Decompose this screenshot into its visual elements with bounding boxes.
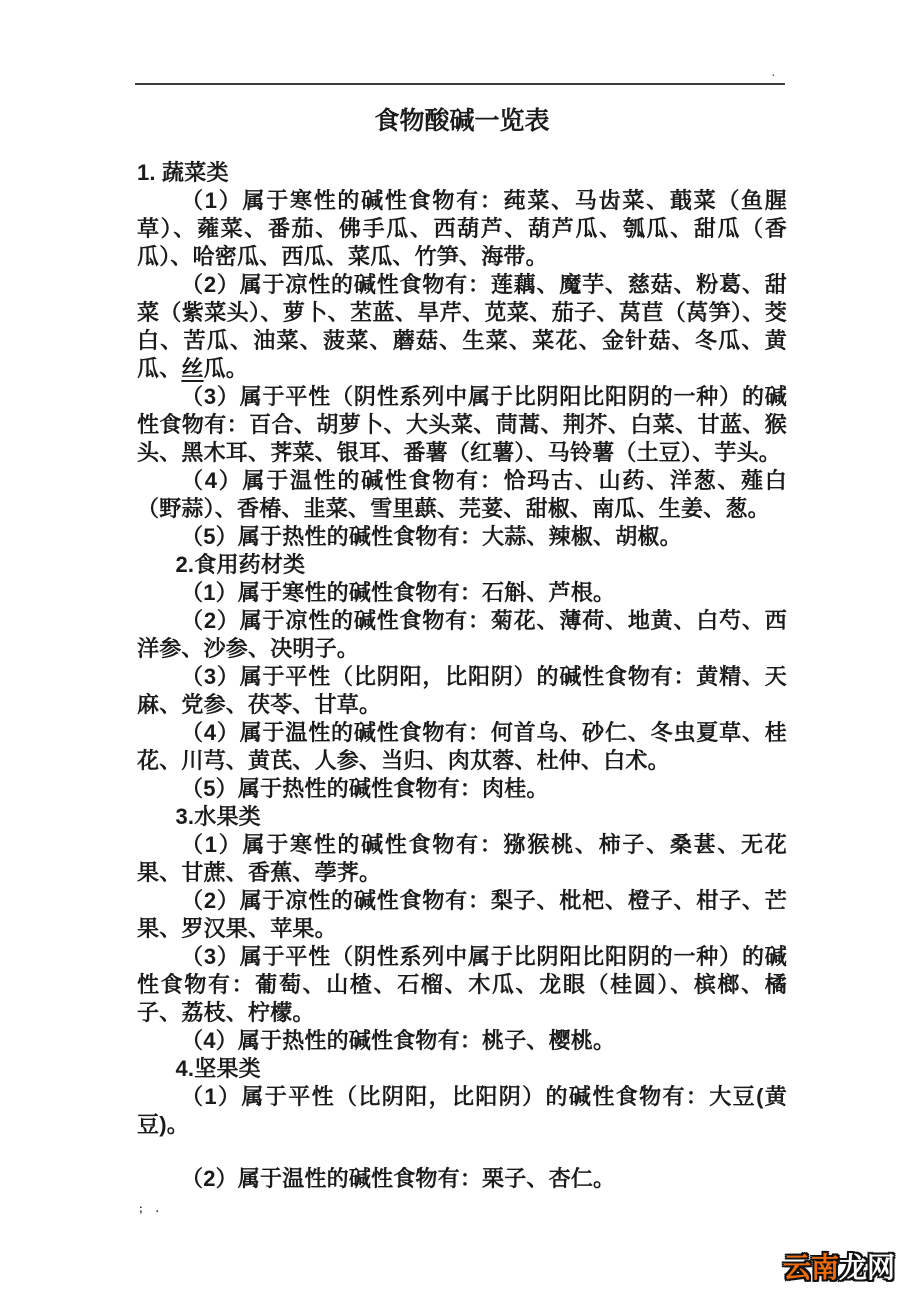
section-heading: 2.食用药材类: [175, 552, 306, 577]
paragraph: （4）属于热性的碱性食物有：桃子、樱桃。: [181, 1028, 616, 1053]
paragraph: （3）属于平性（比阴阳，比阳阴）的碱性食物有：黄精、天麻、党参、茯苓、甘草。: [137, 664, 787, 717]
paragraph: （4）属于温性的碱性食物有：何首乌、砂仁、冬虫夏草、桂花、川芎、黄芪、人参、当归、肉苁蓉、杜仲、白术。: [137, 720, 787, 773]
paragraph: （3）属于平性（阴性系列中属于比阴阳比阳阴的一种）的碱性食物有：百合、胡萝卜、大头菜、茼蒿、荆芥、白菜、甘蓝、猴头、黑木耳、荠菜、银耳、番薯（红薯）、马铃薯（土豆）、芋头。: [137, 384, 787, 465]
paragraph: （2）属于凉性的碱性食物有：莲藕、魔芋、慈菇、粉葛、甜菜（紫菜头）、萝卜、苤蓝、旱芹、苋菜、茄子、莴苣（莴笋）、茭白、苦瓜、油菜、菠菜、蘑菇、生菜、菜花、金针菇、冬瓜、黄瓜、丝瓜。: [137, 272, 787, 381]
paragraph: （3）属于平性（阴性系列中属于比阴阳比阳阴的一种）的碱性食物有：葡萄、山楂、石榴、木瓜、龙眼（桂圆）、槟榔、橘子、荔枝、柠檬。: [137, 944, 787, 1025]
paragraph: （5）属于热性的碱性食物有：大蒜、辣椒、胡椒。: [181, 524, 682, 549]
paragraph: （1）属于寒性的碱性食物有：莼菜、马齿菜、蕺菜（鱼腥草）、蕹菜、番茄、佛手瓜、西葫芦、葫芦瓜、瓠瓜、甜瓜（香瓜）、哈密瓜、西瓜、菜瓜、竹笋、海带。: [137, 188, 787, 269]
paragraph: （5）属于热性的碱性食物有：肉桂。: [181, 776, 549, 801]
section-heading: 1. 蔬菜类: [137, 160, 229, 185]
paragraph: （1）属于寒性的碱性食物有：猕猴桃、柿子、桑葚、无花果、甘蔗、香蕉、荸荠。: [137, 832, 787, 885]
section-heading: 4.坚果类: [175, 1056, 261, 1081]
paragraph: （1）属于寒性的碱性食物有：石斛、芦根。: [181, 580, 616, 605]
paragraph: （2）属于温性的碱性食物有：栗子、杏仁。: [181, 1166, 616, 1191]
paragraph: （1）属于平性（比阴阳，比阳阴）的碱性食物有：大豆(黄豆)。: [137, 1084, 787, 1137]
section: [137, 803, 787, 1055]
page-title: 食物酸碱一览表: [374, 107, 550, 135]
section-heading: 3.水果类: [175, 804, 261, 829]
header-rule: [135, 83, 785, 85]
stray-mark: .: [772, 68, 775, 79]
footnote-marks: ; .: [139, 1203, 164, 1215]
section: [137, 1055, 787, 1193]
document-body: [137, 159, 787, 1193]
watermark-part1: 云南: [783, 1252, 840, 1283]
section: [137, 551, 787, 803]
section: [137, 159, 787, 551]
blank-line: [137, 1139, 787, 1165]
paragraph: （2）属于凉性的碱性食物有：梨子、枇杷、橙子、柑子、芒果、罗汉果、苹果。: [137, 888, 787, 941]
paragraph: （4）属于温性的碱性食物有：恰玛古、山药、洋葱、薤白（野蒜）、香椿、韭菜、雪里蕻、芫荽、甜椒、南瓜、生姜、葱。: [137, 468, 787, 521]
watermark-logo: [783, 1251, 895, 1285]
watermark-part2: 龙网: [839, 1252, 896, 1283]
paragraph: （2）属于凉性的碱性食物有：菊花、薄荷、地黄、白芍、西洋参、沙参、决明子。: [137, 608, 787, 661]
